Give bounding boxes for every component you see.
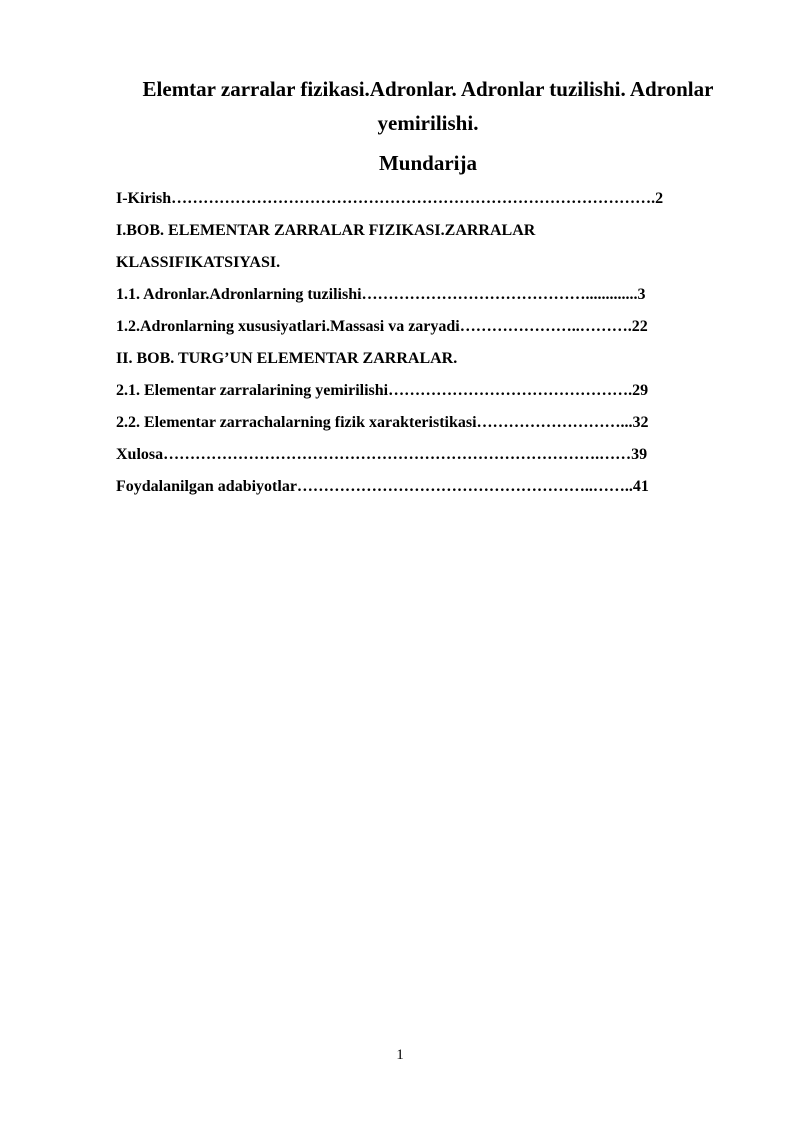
toc-entry-chapter-1-line-1[interactable]: I.BOB. ELEMENTAR ZARRALAR FIZIKASI.ZARRALAR	[116, 222, 536, 239]
toc-entry-section-2-1[interactable]: 2.1. Elementar zarralarining yemirilishi……………………………………….29	[116, 382, 649, 399]
toc-entry-section-1-1[interactable]: 1.1. Adronlar.Adronlarning tuzilishi…………………………………….............3	[116, 286, 646, 303]
toc-entry-introduction[interactable]: I-Kirish……………………………………………………………………………….2	[116, 190, 664, 207]
page-number: 1	[396, 1047, 404, 1063]
document-title: Elemtar zarralar fizikasi.Adronlar. Adronlar tuzilishi. Adronlar yemirilishi.	[142, 77, 714, 135]
toc-entry-conclusion[interactable]: Xulosa……………………………………………………………………….……39	[116, 446, 648, 463]
contents-heading: Mundarija	[378, 151, 477, 175]
toc-entry-section-2-2[interactable]: 2.2. Elementar zarrachalarning fizik xarakteristikasi………………………...32	[116, 414, 649, 431]
toc-entry-references[interactable]: Foydalanilgan adabiyotlar………………………………………………..……..41	[116, 478, 649, 495]
toc-entry-chapter-2[interactable]: II. BOB. TURG’UN ELEMENTAR ZARRALAR.	[116, 350, 458, 367]
toc-entry-section-1-2[interactable]: 1.2.Adronlarning xususiyatlari.Massasi va zaryadi…………………..……….22	[116, 318, 648, 335]
toc-entry-chapter-1-line-2[interactable]: KLASSIFIKATSIYASI.	[116, 254, 281, 271]
table-of-contents	[116, 183, 742, 503]
